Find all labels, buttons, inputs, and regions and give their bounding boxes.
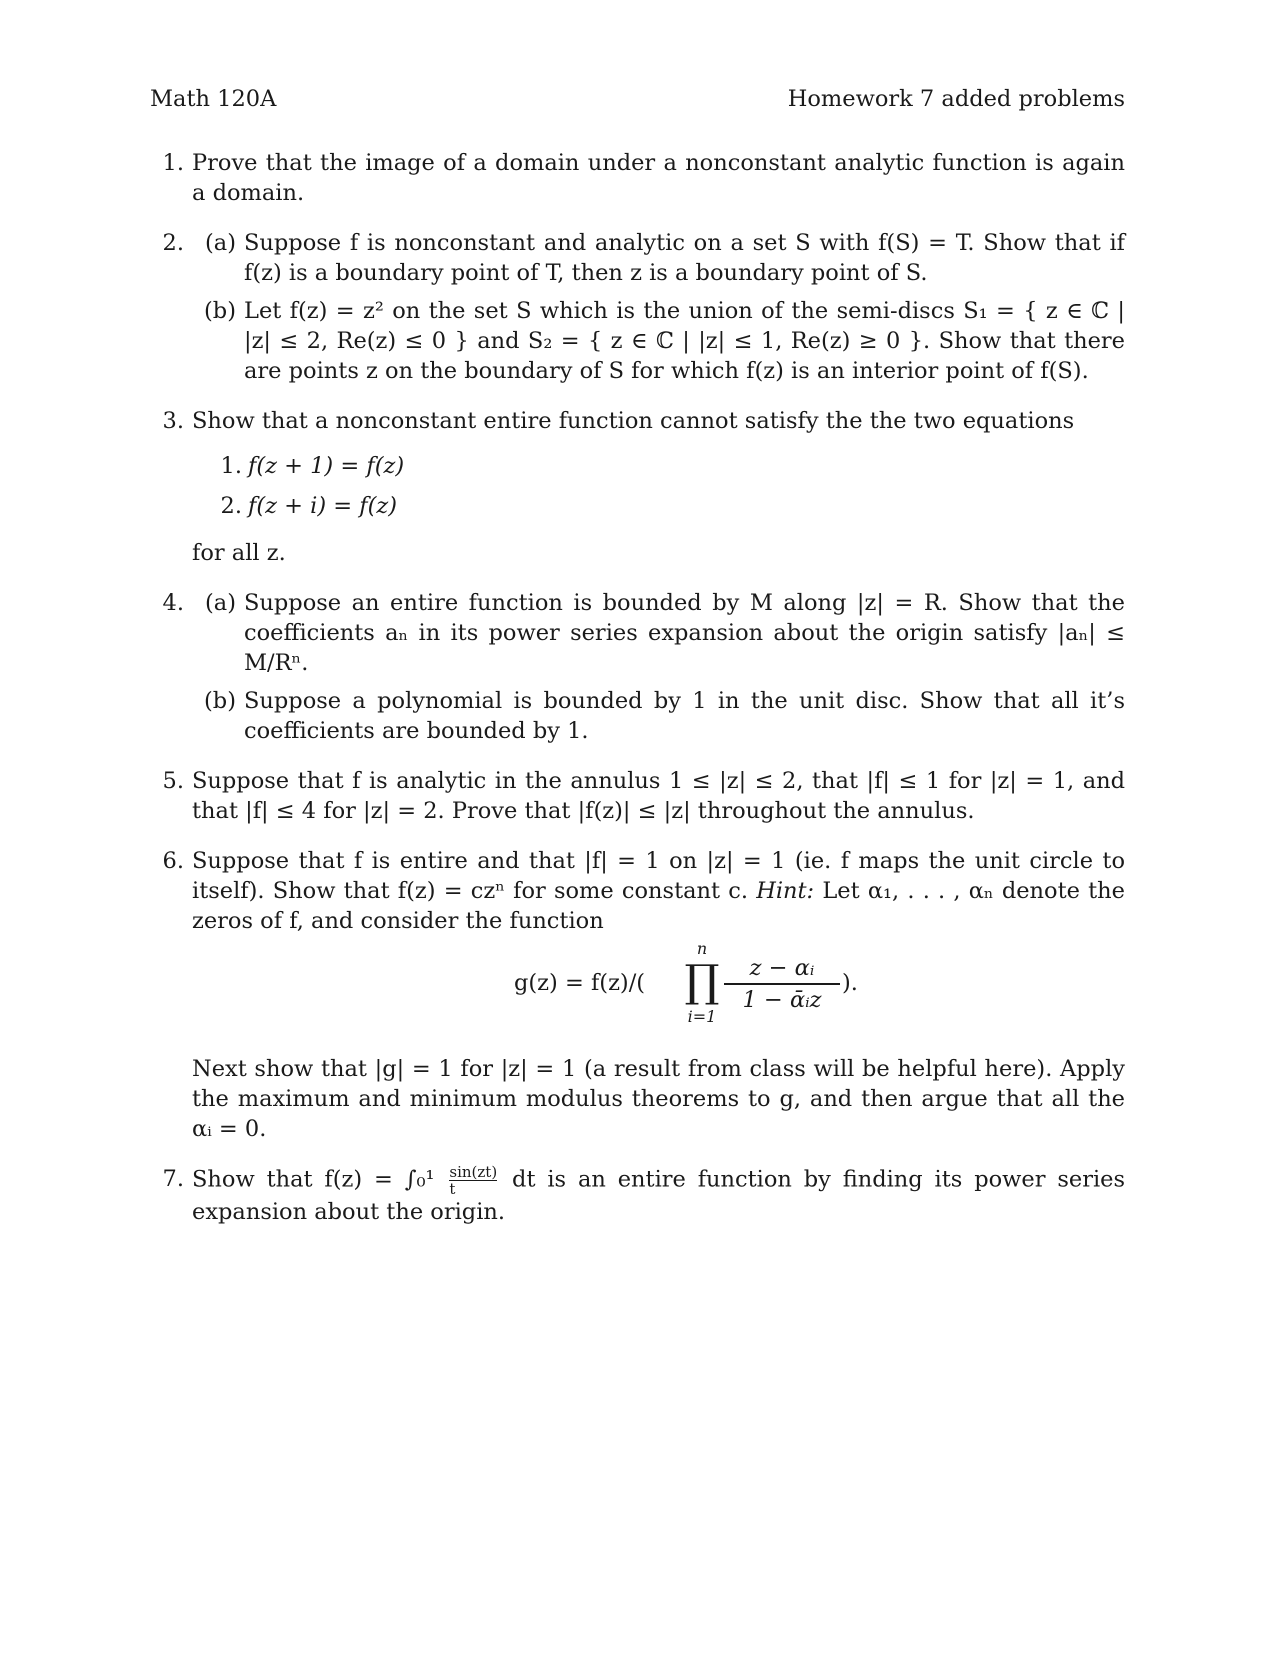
problem-text: Suppose that f is analytic in the annulus 1 ≤ |z| ≤ 2, that |f| ≤ 1 for |z| = 1, and that |f| ≤ 4 for |z| = 2. Prove that |f(z)| ≤ |z| throughout the annulus. bbox=[192, 768, 1125, 824]
part-text: Let f(z) = z² on the set S which is the union of the semi-discs S₁ = { z ∈ ℂ | |z| ≤ 2, Re(z) ≤ 0 } and S₂ = { z ∈ ℂ | |z| ≤ 1, Re(z) ≥ 0 }. Show that there are points z on the boundary of S for which f(z) is an interior point of f(S). bbox=[244, 298, 1125, 384]
problem-statement: Suppose that f is entire and that |f| = 1 on |z| = 1 (ie. f maps the unit circle to itself). Show that f(z) = czⁿ for some constant c. bbox=[192, 848, 1125, 904]
part-a bbox=[192, 588, 1125, 678]
equation-left: g(z) = f(z)/( bbox=[514, 970, 646, 996]
equation-item bbox=[214, 446, 1125, 486]
part-label: (b) bbox=[204, 298, 236, 324]
problem-list bbox=[150, 148, 1125, 1247]
problem-2 bbox=[150, 228, 1125, 386]
equation-number: 1. bbox=[220, 453, 242, 479]
part-text: Suppose an entire function is bounded by M along |z| = R. Show that the coefficients aₙ in its power series expansion about the origin satisfy |aₙ| ≤ M/Rⁿ. bbox=[244, 590, 1125, 676]
problem-number: 4. bbox=[162, 590, 184, 616]
integral-lead: Show that f(z) = ∫₀¹ bbox=[192, 1166, 435, 1193]
product-lower-limit: i=1 bbox=[687, 1007, 717, 1026]
equation-right: ). bbox=[842, 970, 858, 996]
part-label: (a) bbox=[205, 230, 236, 256]
fraction-denominator: t bbox=[449, 1180, 456, 1198]
problem-note: for all z. bbox=[192, 540, 286, 566]
problem-text: Prove that the image of a domain under a nonconstant analytic function is again a domain. bbox=[192, 150, 1125, 206]
part-text: Suppose a polynomial is bounded by 1 in the unit disc. Show that all it’s coefficients are bounded by 1. bbox=[244, 688, 1125, 744]
problem-number: 3. bbox=[162, 408, 184, 434]
product-symbol: ∏ bbox=[684, 956, 720, 1007]
fraction-bar bbox=[724, 983, 840, 985]
product-upper-limit: n bbox=[696, 939, 708, 958]
integral-tail: dt is an entire function by finding its power series expansion about the origin. bbox=[192, 1166, 1126, 1225]
equation-number: 2. bbox=[220, 493, 242, 519]
problem-1 bbox=[150, 148, 1125, 208]
part-b bbox=[192, 686, 1125, 746]
problem-4 bbox=[150, 588, 1125, 746]
equation: f(z + 1) = f(z) bbox=[248, 453, 405, 479]
fraction-numerator: z − αᵢ bbox=[749, 955, 815, 981]
problem-6 bbox=[150, 846, 1125, 1144]
course-title: Math 120A bbox=[150, 86, 277, 112]
problem-number: 5. bbox=[162, 768, 184, 794]
inline-fraction bbox=[449, 1164, 497, 1197]
equation-list bbox=[214, 446, 1125, 526]
fraction bbox=[722, 954, 842, 1014]
problem-3 bbox=[150, 406, 1125, 568]
part-b bbox=[192, 296, 1125, 386]
problem-number: 2. bbox=[162, 230, 184, 256]
fraction-denominator: 1 − ᾱᵢz bbox=[742, 986, 822, 1013]
part-a bbox=[192, 228, 1125, 288]
page-header bbox=[150, 84, 1125, 116]
equation-item bbox=[214, 486, 1125, 526]
hint-text: Let α₁, . . . , αₙ denote the zeros of f, and consider the function bbox=[192, 878, 1125, 934]
problem-number: 1. bbox=[162, 150, 184, 176]
fraction-numerator: sin(zt) bbox=[449, 1163, 498, 1181]
problem-5 bbox=[150, 766, 1125, 826]
part-text: Suppose f is nonconstant and analytic on a set S with f(S) = T. Show that if f(z) is a boundary point of T, then z is a boundary point of S. bbox=[244, 230, 1125, 286]
problem-number: 7. bbox=[162, 1166, 184, 1192]
problem-7 bbox=[150, 1164, 1125, 1227]
display-equation bbox=[192, 940, 1125, 1036]
equation: f(z + i) = f(z) bbox=[248, 493, 397, 519]
hint-label: Hint: bbox=[756, 878, 815, 904]
part-label: (b) bbox=[204, 688, 236, 714]
problem-text bbox=[192, 1164, 1125, 1227]
problem-text bbox=[192, 846, 1125, 936]
problem-continuation: Next show that |g| = 1 for |z| = 1 (a result from class will be helpful here). Apply the maximum and minimum modulus theorems to g, and then argue that all the αᵢ = 0. bbox=[192, 1056, 1125, 1142]
part-label: (a) bbox=[205, 590, 236, 616]
assignment-title: Homework 7 added problems bbox=[787, 86, 1125, 112]
problem-text: Show that a nonconstant entire function cannot satisfy the the two equations bbox=[192, 408, 1075, 434]
problem-number: 6. bbox=[162, 848, 184, 874]
